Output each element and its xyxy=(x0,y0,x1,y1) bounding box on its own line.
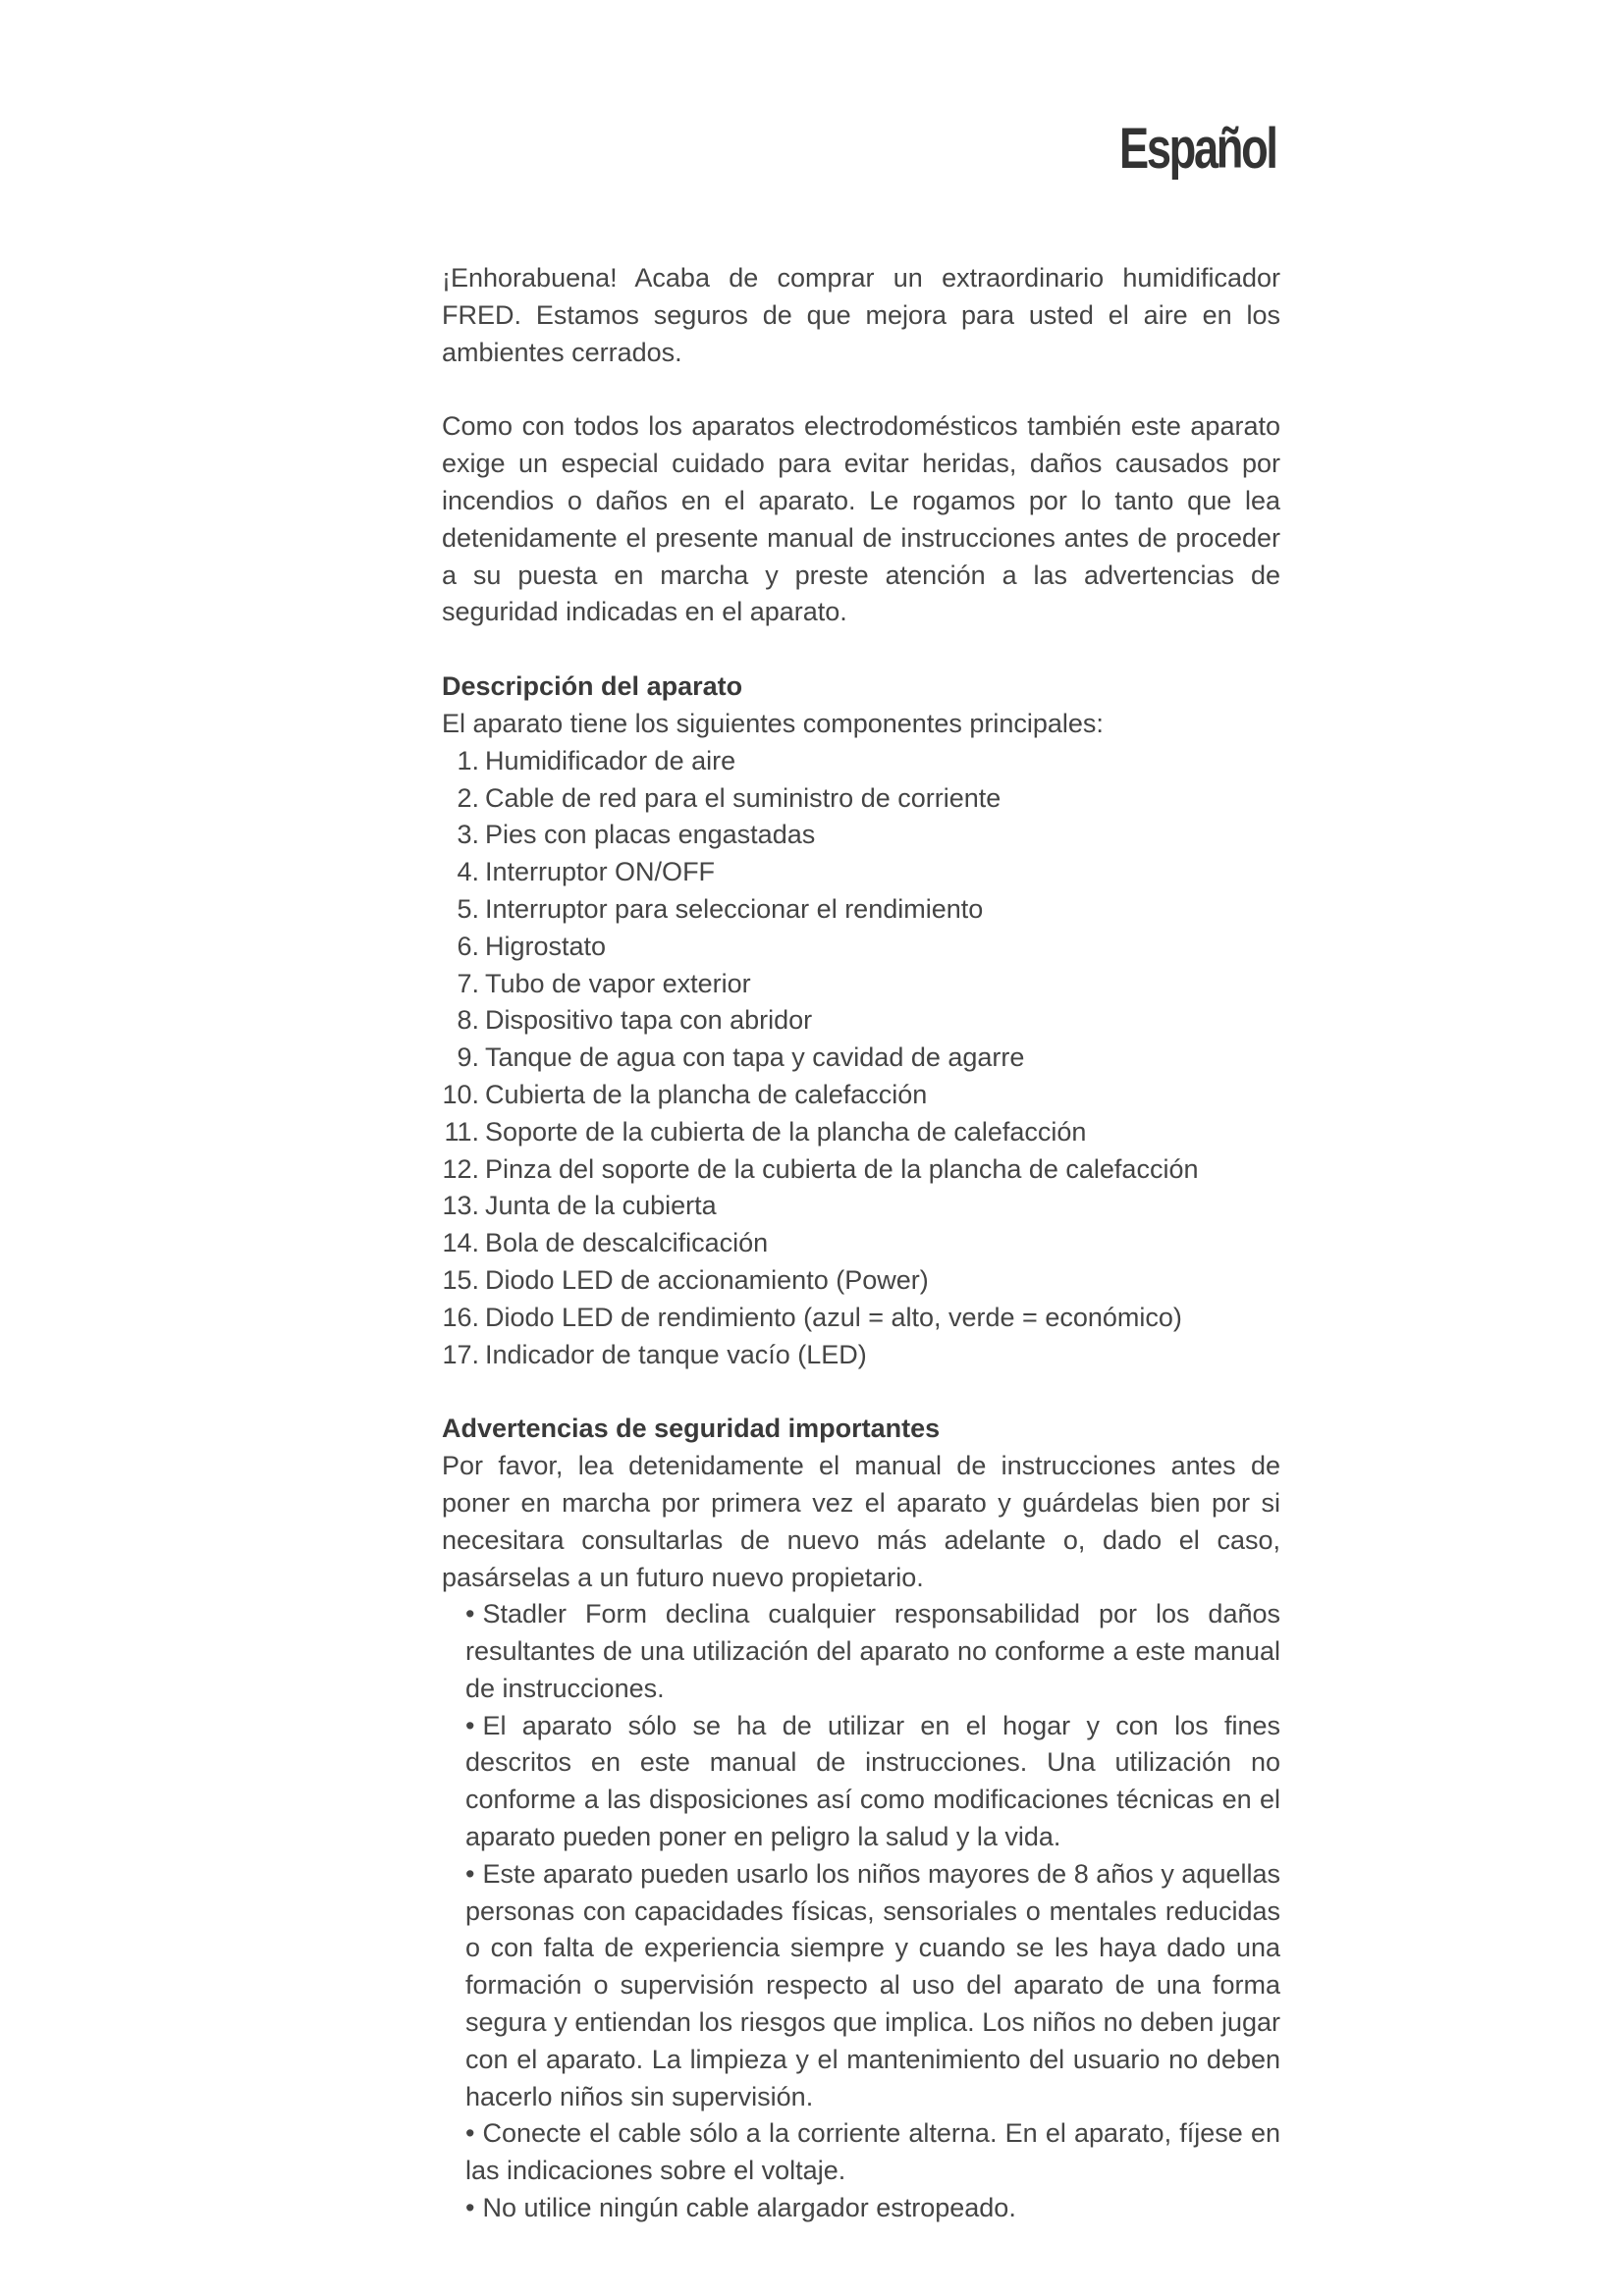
list-item xyxy=(442,891,1280,929)
item-text: Junta de la cubierta xyxy=(485,1191,717,1221)
bullet-icon: • xyxy=(465,1858,475,1889)
item-text: Tubo de vapor exterior xyxy=(485,968,751,998)
bullet-icon: • xyxy=(465,1710,475,1740)
section-title-description: Descripción del aparato xyxy=(442,671,743,702)
intro-paragraph-1: ¡Enhorabuena! Acaba de comprar un extraordinario humidificador FRED. Estamos seguros de que mejora para usted el aire en los ambientes cerrados. xyxy=(442,263,1280,367)
list-item xyxy=(442,1077,1280,1114)
list-item xyxy=(442,780,1280,818)
item-text: Diodo LED de accionamiento (Power) xyxy=(485,1264,929,1295)
item-number: 10. xyxy=(442,1079,479,1109)
list-item xyxy=(442,1300,1280,1337)
list-item xyxy=(442,1262,1280,1300)
item-number: 16. xyxy=(442,1302,479,1332)
item-number: 15. xyxy=(442,1264,479,1295)
item-number: 3. xyxy=(457,820,479,850)
description-lead: El aparato tiene los siguientes componentes principales: xyxy=(442,708,1104,738)
item-text: Dispositivo tapa con abridor xyxy=(485,1005,813,1036)
item-number: 7. xyxy=(457,968,479,998)
item-number: 1. xyxy=(457,745,479,775)
intro-paragraph-2: Como con todos los aparatos electrodomésticos también este aparato exige un especial cuidado para evitar heridas, daños causados por incendios o daños en el aparato. Le rogamos por lo tanto que lea detenidamente el presente manual de instrucciones antes de proceder a su puesta en marcha y preste atención a las advertencias de seguridad indicadas en el aparato. xyxy=(442,411,1280,627)
list-item xyxy=(442,817,1280,854)
item-number: 5. xyxy=(457,893,479,924)
item-text: Stadler Form declina cualquier responsabilidad por los daños resultantes de una utilización del aparato no conforme a este manual de instrucciones. xyxy=(465,1599,1280,1703)
bullet-icon: • xyxy=(465,2118,475,2149)
section-title-safety: Advertencias de seguridad importantes xyxy=(442,1414,941,1444)
item-text: El aparato sólo se ha de utilizar en el hogar y con los fines descritos en este manual de instrucciones. Una utilización no conforme a las disposiciones así como modificaciones técnicas en el aparato pueden poner en peligro la salud y la vida. xyxy=(465,1710,1280,1852)
item-text: No utilice ningún cable alargador estropeado. xyxy=(482,2193,1016,2223)
list-item xyxy=(442,966,1280,1003)
item-text: Diodo LED de rendimiento (azul = alto, verde = económico) xyxy=(485,1302,1182,1332)
list-item xyxy=(442,743,1280,780)
item-number: 8. xyxy=(457,1005,479,1036)
item-text: Este aparato pueden usarlo los niños mayores de 8 años y aquellas personas con capacidades físicas, sensoriales o mentales reducidas o con falta de experiencia siempre y cuando se les haya dado una formación o supervisión respecto al uso del aparato de una forma segura y entiendan los riesgos que implica. Los niños no deben jugar con el aparato. La limpieza y el mantenimiento del usuario no deben hacerlo niños sin supervisión. xyxy=(465,1858,1280,2111)
spacer xyxy=(442,1373,1280,1411)
item-text: Soporte de la cubierta de la plancha de calefacción xyxy=(485,1116,1087,1147)
item-number: 6. xyxy=(457,931,479,961)
safety-list xyxy=(442,1596,1280,2227)
list-item xyxy=(465,1856,1280,2116)
item-number: 14. xyxy=(442,1228,479,1258)
item-text: Cable de red para el suministro de corriente xyxy=(485,782,1001,813)
item-text: Higrostato xyxy=(485,931,607,961)
item-text: Humidificador de aire xyxy=(485,745,736,775)
spacer xyxy=(442,371,1280,408)
list-item xyxy=(442,1337,1280,1374)
list-item xyxy=(442,929,1280,966)
item-number: 13. xyxy=(442,1191,479,1221)
page-title: Español xyxy=(1119,117,1276,181)
list-item xyxy=(442,1151,1280,1189)
bullet-icon: • xyxy=(465,2193,475,2223)
item-text: Cubierta de la plancha de calefacción xyxy=(485,1079,928,1109)
bullet-icon: • xyxy=(465,1599,475,1629)
list-item xyxy=(465,1708,1280,1856)
safety-lead: Por favor, lea detenidamente el manual de instrucciones antes de poner en marcha por primera vez el aparato y guárdelas bien por si necesitara consultarlas de nuevo más adelante o, dado el caso, pasárselas a un futuro nuevo propietario. xyxy=(442,1451,1280,1592)
list-item xyxy=(465,1596,1280,1707)
item-number: 2. xyxy=(457,782,479,813)
item-number: 9. xyxy=(457,1042,479,1073)
item-number: 17. xyxy=(442,1339,479,1369)
item-text: Conecte el cable sólo a la corriente alterna. En el aparato, fíjese en las indicaciones sobre el voltaje. xyxy=(465,2118,1280,2186)
item-text: Pies con placas engastadas xyxy=(485,820,816,850)
item-text: Tanque de agua con tapa y cavidad de agarre xyxy=(485,1042,1025,1073)
list-item xyxy=(465,2190,1280,2227)
item-number: 11. xyxy=(444,1116,479,1147)
list-item xyxy=(465,2115,1280,2190)
item-text: Interruptor ON/OFF xyxy=(485,857,716,887)
item-text: Interruptor para seleccionar el rendimiento xyxy=(485,893,984,924)
list-item xyxy=(442,1002,1280,1040)
item-number: 12. xyxy=(442,1153,479,1184)
list-item xyxy=(442,1040,1280,1077)
list-item xyxy=(442,1225,1280,1262)
document-body xyxy=(442,260,1280,2227)
item-text: Indicador de tanque vacío (LED) xyxy=(485,1339,867,1369)
list-item xyxy=(442,854,1280,891)
item-text: Bola de descalcificación xyxy=(485,1228,769,1258)
list-item xyxy=(442,1188,1280,1225)
spacer xyxy=(442,631,1280,668)
list-item xyxy=(442,1114,1280,1151)
item-text: Pinza del soporte de la cubierta de la plancha de calefacción xyxy=(485,1153,1199,1184)
components-list xyxy=(442,743,1280,1374)
item-number: 4. xyxy=(457,857,479,887)
